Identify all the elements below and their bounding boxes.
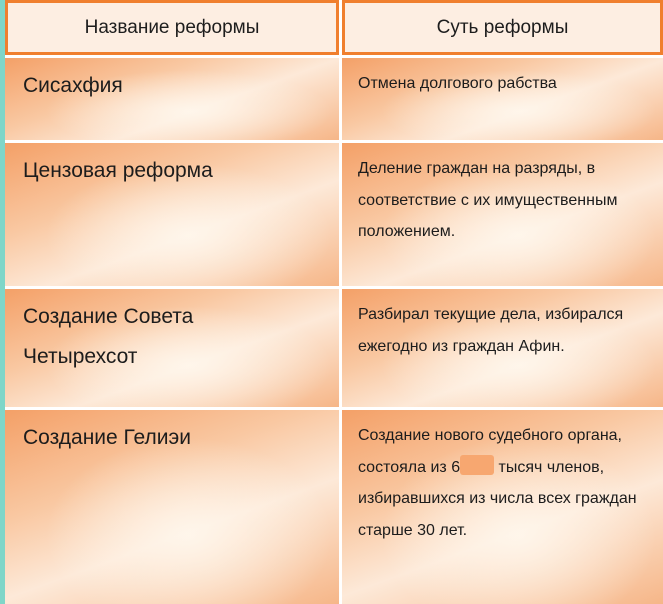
row-4-essence-text-part2: тысяч членов, избиравшихся из числа всех граждан старше 30 лет. (358, 458, 637, 539)
table-row-3-essence (342, 289, 663, 407)
table-row-4-essence (342, 410, 663, 604)
row-4-essence-text-part1: Создание нового судебного органа, состояла из 6 (358, 427, 622, 476)
header-reform-name (5, 0, 339, 55)
table-row-2-essence (342, 143, 663, 286)
table-row-4-name (5, 410, 339, 604)
row-2-essence-text: Деление граждан на разряды, в соответствие с их имущественным положением. (358, 160, 618, 240)
table-row-1-name (5, 58, 339, 140)
redaction-blur (460, 455, 494, 475)
header-reform-essence-label: Суть реформы (436, 16, 569, 38)
row-3-name-text: Создание Совета Четырехсот (23, 305, 194, 368)
row-2-name-text: Цензовая реформа (23, 159, 213, 182)
reforms-table (5, 0, 663, 604)
row-1-name-text: Сисахфия (23, 74, 123, 97)
header-reform-name-label: Название реформы (84, 16, 260, 38)
table-row-3-name (5, 289, 339, 407)
row-4-name-text: Создание Гелиэи (23, 426, 191, 449)
table-row-1-essence (342, 58, 663, 140)
row-3-essence-text: Разбирал текущие дела, избирался ежегодно из граждан Афин. (358, 306, 624, 355)
row-1-essence-text: Отмена долгового рабства (358, 75, 557, 92)
table-row-2-name (5, 143, 339, 286)
header-reform-essence (342, 0, 663, 55)
